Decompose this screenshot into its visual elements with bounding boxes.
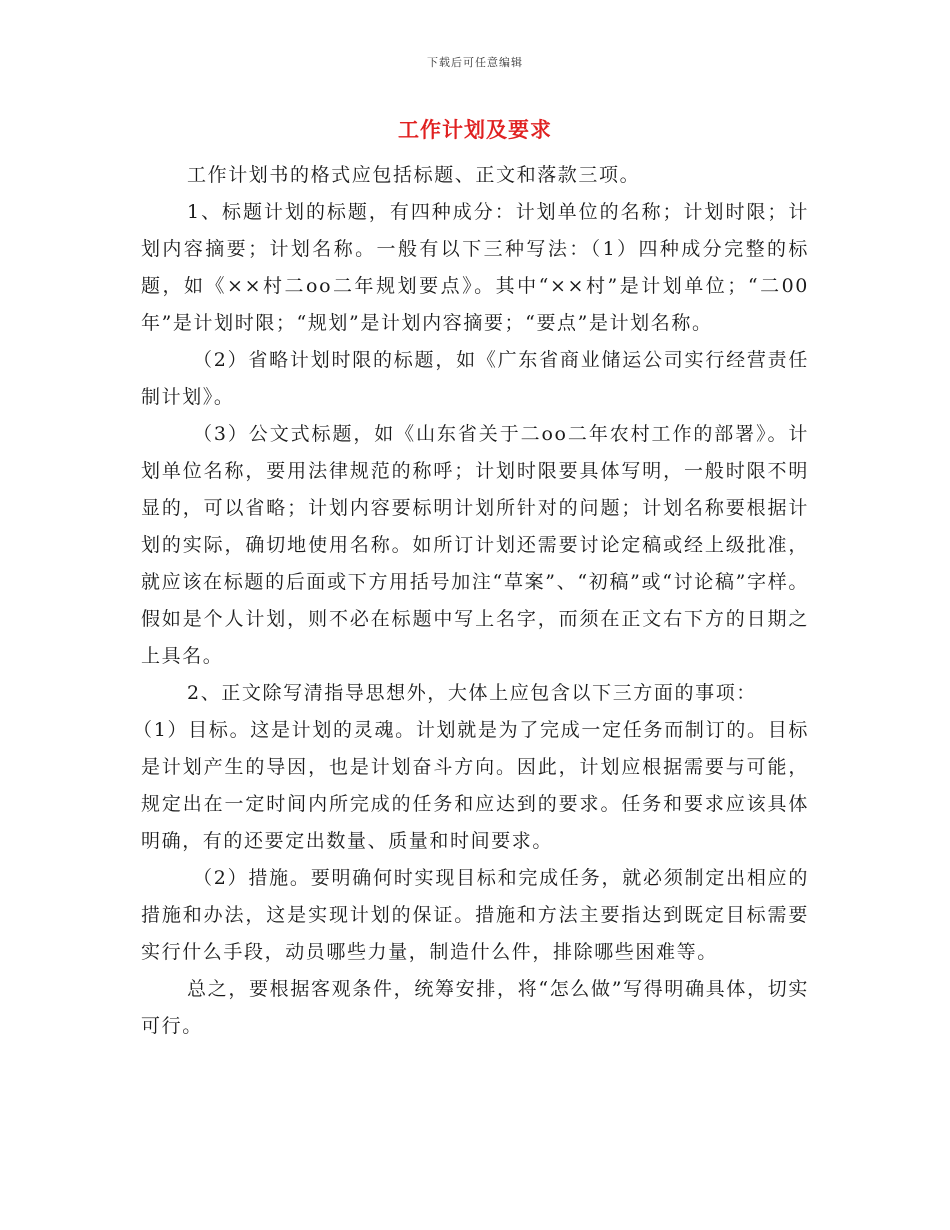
paragraph-intro: 工作计划书的格式应包括标题、正文和落款三项。 [187,164,641,186]
paragraph-conclusion: 总之，要根据客观条件，统筹安排，将“怎么做”写得明确具体，切实可行。 [141,978,809,1037]
paragraph-body-section: 2、正文除写清指导思想外，大体上应包含以下三方面的事项： [187,682,757,704]
paragraph-title-section: 1、标题计划的标题，有四种成分：计划单位的名称；计划时限；计划内容摘要；计划名称。一般有以下三种写法：（1）四种成分完整的标题，如《××村二oo二年规划要点》。其中“××村”是计划单位；“二00年”是计划时限；“规划”是计划内容摘要；“要点”是计划名称。 [141,201,809,334]
document-title: 工作计划及要求 [398,117,552,142]
paragraph-measures: （2）措施。要明确何时实现目标和完成任务，就必须制定出相应的措施和办法，这是实现计划的保证。措施和方法主要指达到既定目标需要实行什么手段，动员哪些力量，制造什么件，排除哪些困难等。 [141,867,809,963]
paragraph-goals: （1）目标。这是计划的灵魂。计划就是为了完成一定任务而制订的。目标是计划产生的导因，也是计划奋斗方向。因此，计划应根据需要与可能，规定出在一定时间内所完成的任务和应达到的要求。任务和要求应该具体明确，有的还要定出数量、质量和时间要求。 [133,719,809,852]
paragraph-title-official-style: （3）公文式标题，如《山东省关于二oo二年农村工作的部署》。计划单位名称，要用法律规范的称呼；计划时限要具体写明，一般时限不明显的，可以省略；计划内容要标明计划所针对的问题；计划名称要根据计划的实际，确切地使用名称。如所订计划还需要讨论定稿或经上级批准，就应该在标题的后面或下方用括号加注“草案”、“初稿”或“讨论稿”字样。假如是个人计划，则不必在标题中写上名字，而须在正文右下方的日期之上具名。 [141,423,809,667]
page-header-note: 下载后可任意编辑 [427,56,523,69]
paragraph-title-omit-timeframe: （2）省略计划时限的标题，如《广东省商业储运公司实行经营责任制计划》。 [141,349,809,408]
document-body [133,157,809,1045]
